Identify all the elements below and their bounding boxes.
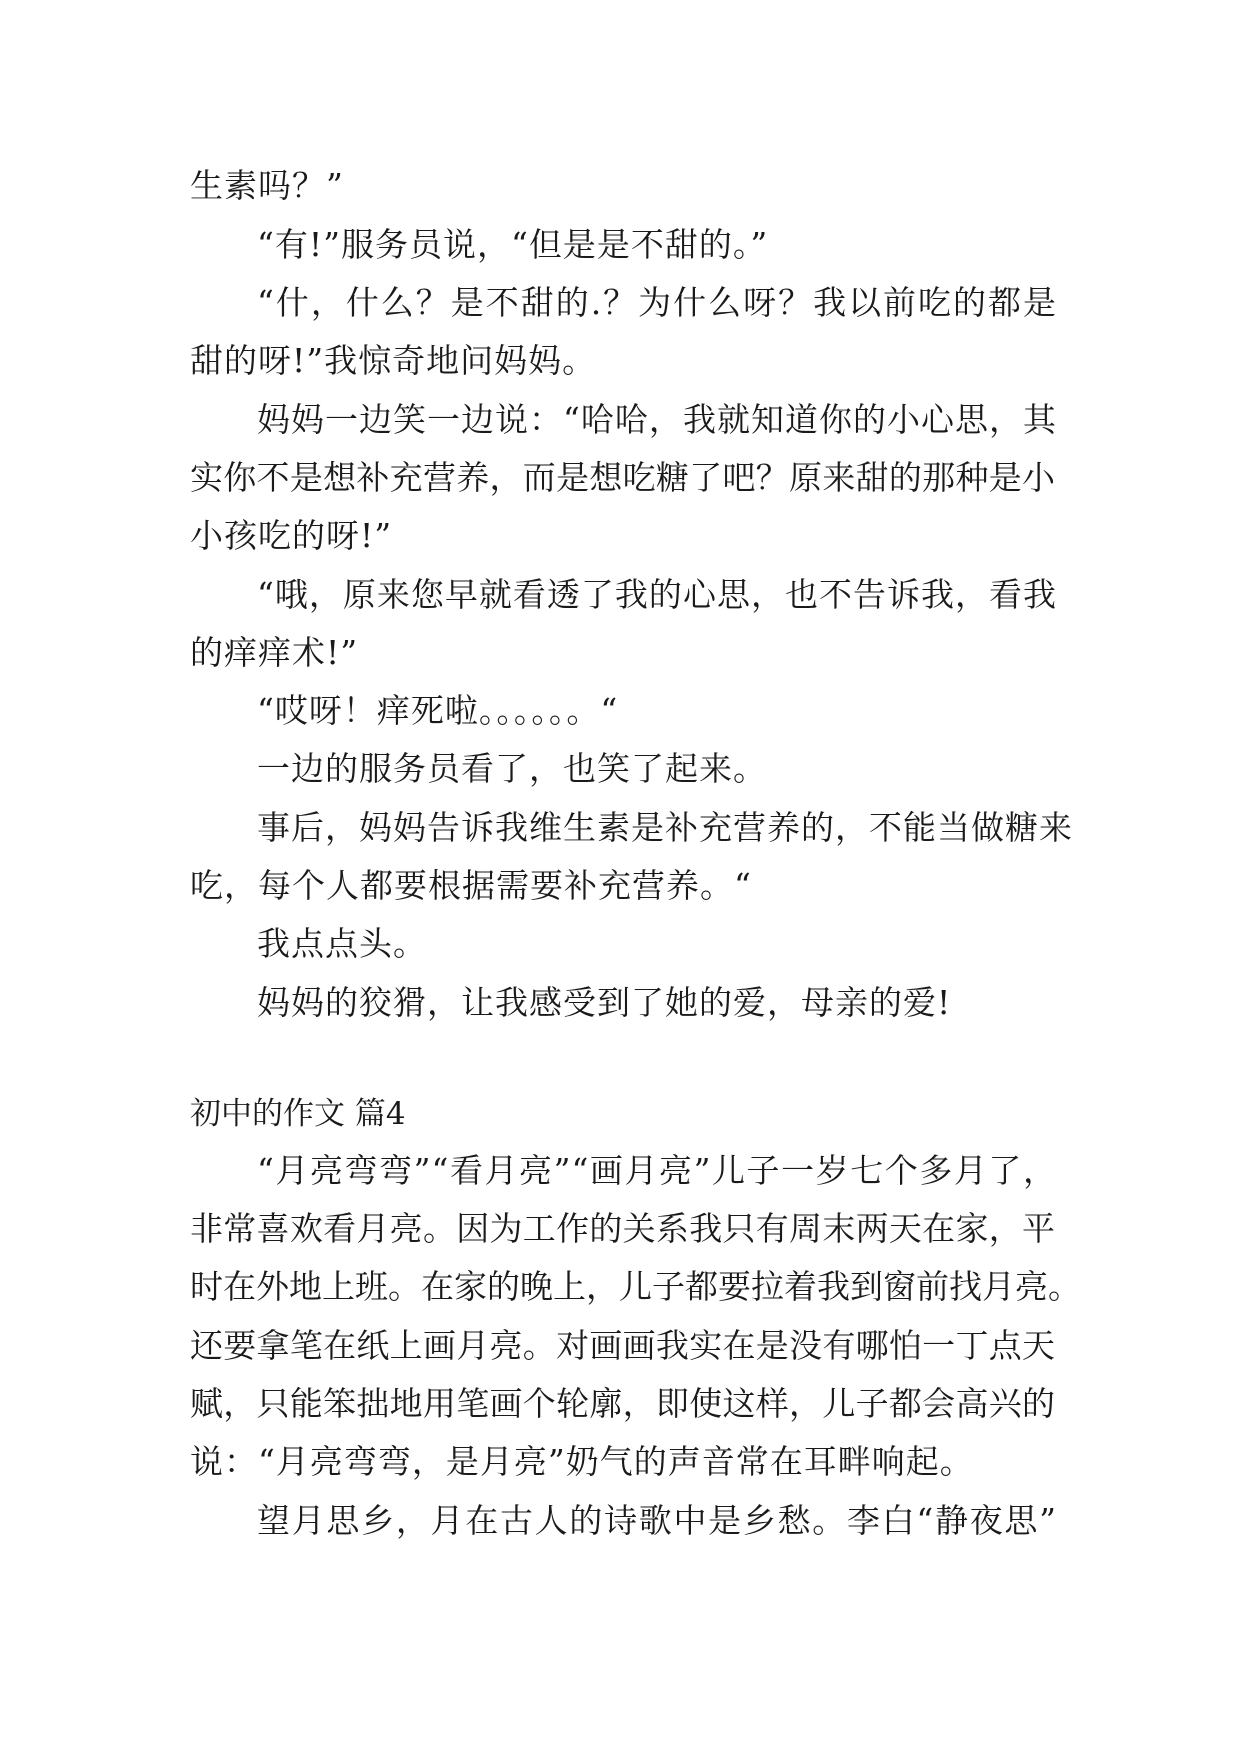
text-line: 我点点头。 <box>257 924 427 963</box>
text-line: 说：“月亮弯弯，是月亮”奶气的声音常在耳畔响起。 <box>190 1442 974 1481</box>
text-line: “哦，原来您早就看透了我的心思，也不告诉我，看我 <box>257 575 1057 614</box>
text-line: 生素吗？” <box>190 166 344 205</box>
section-heading: 初中的作文 篇4 <box>190 1096 406 1132</box>
text-line: “月亮弯弯”“看月亮”“画月亮”儿子一岁七个多月了， <box>257 1151 1057 1190</box>
text-line: 实你不是想补充营养，而是想吃糖了吧？原来甜的那种是小 <box>190 458 1055 497</box>
text-line: “哎呀！痒死啦。。。。。。“ <box>257 691 619 730</box>
text-line: 小孩吃的呀!” <box>190 516 393 555</box>
text-line: 妈妈一边笑一边说：“哈哈，我就知道你的小心思，其 <box>257 400 1057 439</box>
text-line: 吃，每个人都要根据需要补充营养。“ <box>190 866 752 905</box>
text-line: 望月思乡，月在古人的诗歌中是乡愁。李白“静夜思” <box>257 1501 1057 1540</box>
text-line: 非常喜欢看月亮。因为工作的关系我只有周末两天在家，平 <box>190 1209 1055 1248</box>
text-line: 还要拿笔在纸上画月亮。对画画我实在是没有哪怕一丁点天 <box>190 1326 1055 1365</box>
text-line: “什，什么？是不甜的.？为什么呀？我以前吃的都是 <box>257 283 1057 322</box>
text-line: 时在外地上班。在家的晚上，儿子都要拉着我到窗前找月亮。 <box>190 1267 1081 1306</box>
text-line: 的痒痒术!” <box>190 633 359 672</box>
text-line: 一边的服务员看了，也笑了起来。 <box>257 749 767 788</box>
text-line: 事后，妈妈告诉我维生素是补充营养的，不能当做糖来 <box>257 808 1073 847</box>
text-line: 甜的呀!”我惊奇地问妈妈。 <box>190 341 597 380</box>
text-line: 妈妈的狡猾，让我感受到了她的爱，母亲的爱! <box>257 983 952 1022</box>
text-line: 赋，只能笨拙地用笔画个轮廓，即使这样，儿子都会高兴的 <box>190 1384 1055 1423</box>
text-line: “有!”服务员说，“但是是不甜的。” <box>257 225 769 264</box>
